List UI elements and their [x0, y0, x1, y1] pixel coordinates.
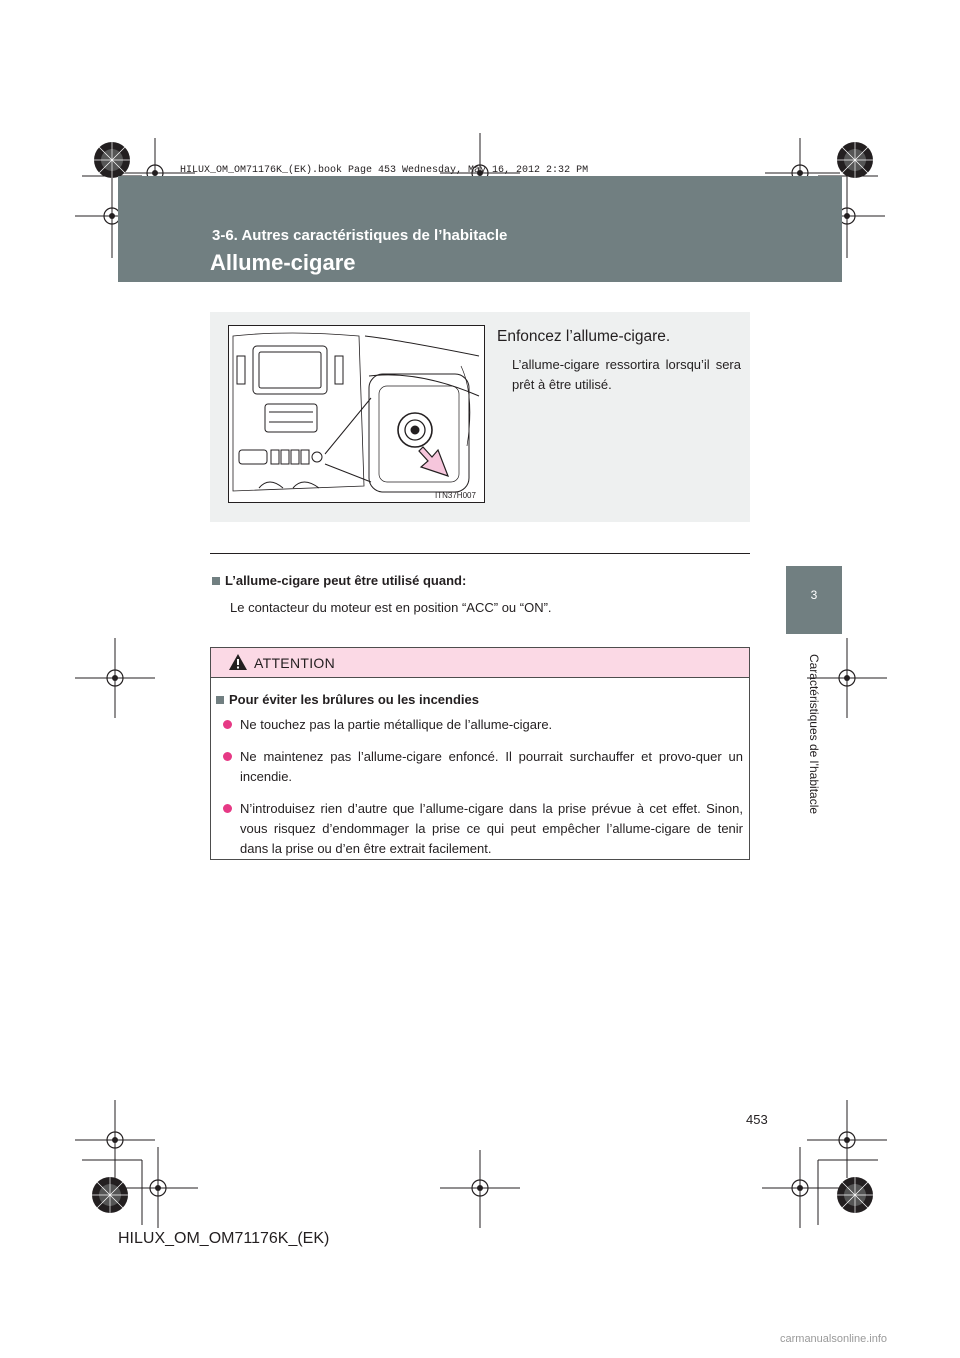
- file-stamp: HILUX_OM_OM71176K_(EK).book Page 453 Wednesday, May 16, 2012 2:32 PM: [180, 165, 589, 176]
- attention-item: [223, 747, 743, 787]
- section-label: 3-6. Autres caractéristiques de l’habitacle: [212, 227, 508, 244]
- attention-box: [210, 647, 750, 860]
- cigarette-lighter-figure: [229, 326, 484, 502]
- dashboard-illustration: [228, 325, 485, 503]
- attention-item: [223, 799, 743, 859]
- page-title: Allume-cigare: [210, 250, 356, 275]
- page-number: 453: [746, 1112, 768, 1127]
- chapter-number: 3: [810, 588, 818, 602]
- bullet-dot-icon: [223, 720, 232, 729]
- attention-item: [223, 715, 743, 735]
- note-body: Le contacteur du moteur est en position “ACC” ou “ON”.: [230, 600, 552, 615]
- watermark: carmanualsonline.info: [780, 1333, 888, 1345]
- note-title: L’allume-cigare peut être utilisé quand:: [225, 573, 467, 588]
- attention-header: [211, 648, 749, 678]
- chapter-tab-label: [786, 634, 842, 834]
- attention-subtitle-text: Pour éviter les brûlures ou les incendies: [229, 692, 479, 707]
- attention-item-text: Ne maintenez pas l’allume-cigare enfoncé. Il pourrait surchauffer et provo-quer un incendie.: [240, 749, 743, 784]
- figure-code: ITN37H007: [435, 491, 476, 500]
- push-arrow-icon: [419, 447, 448, 476]
- chapter-label: Caractéristiques de l’habitacle: [807, 653, 821, 815]
- step-instruction: Enfoncez l’allume-cigare.: [497, 328, 671, 345]
- document-code: HILUX_OM_OM71176K_(EK): [118, 1230, 330, 1247]
- bullet-dot-icon: [223, 752, 232, 761]
- chapter-tab: [786, 566, 842, 634]
- attention-label: ATTENTION: [254, 655, 335, 671]
- note-heading: [212, 573, 466, 588]
- attention-subtitle: [216, 692, 479, 707]
- square-bullet-icon: [216, 696, 224, 704]
- step-detail: L’allume-cigare ressortira lorsqu’il sera prêt à être utilisé.: [512, 357, 741, 392]
- square-bullet-icon: [212, 577, 220, 585]
- attention-item-text: Ne touchez pas la partie métallique de l’allume-cigare.: [240, 717, 553, 732]
- attention-item-text: N’introduisez rien d’autre que l’allume-cigare dans la prise prévue à cet effet. Sinon, vous risquez d’endommager la prise ce qui peut empêcher l’allume-cigare de tenir dans la prise ou d’en être extrait facilement.: [240, 801, 743, 856]
- section-divider: [210, 553, 750, 554]
- warning-triangle-icon: [228, 653, 248, 671]
- bullet-dot-icon: [223, 804, 232, 813]
